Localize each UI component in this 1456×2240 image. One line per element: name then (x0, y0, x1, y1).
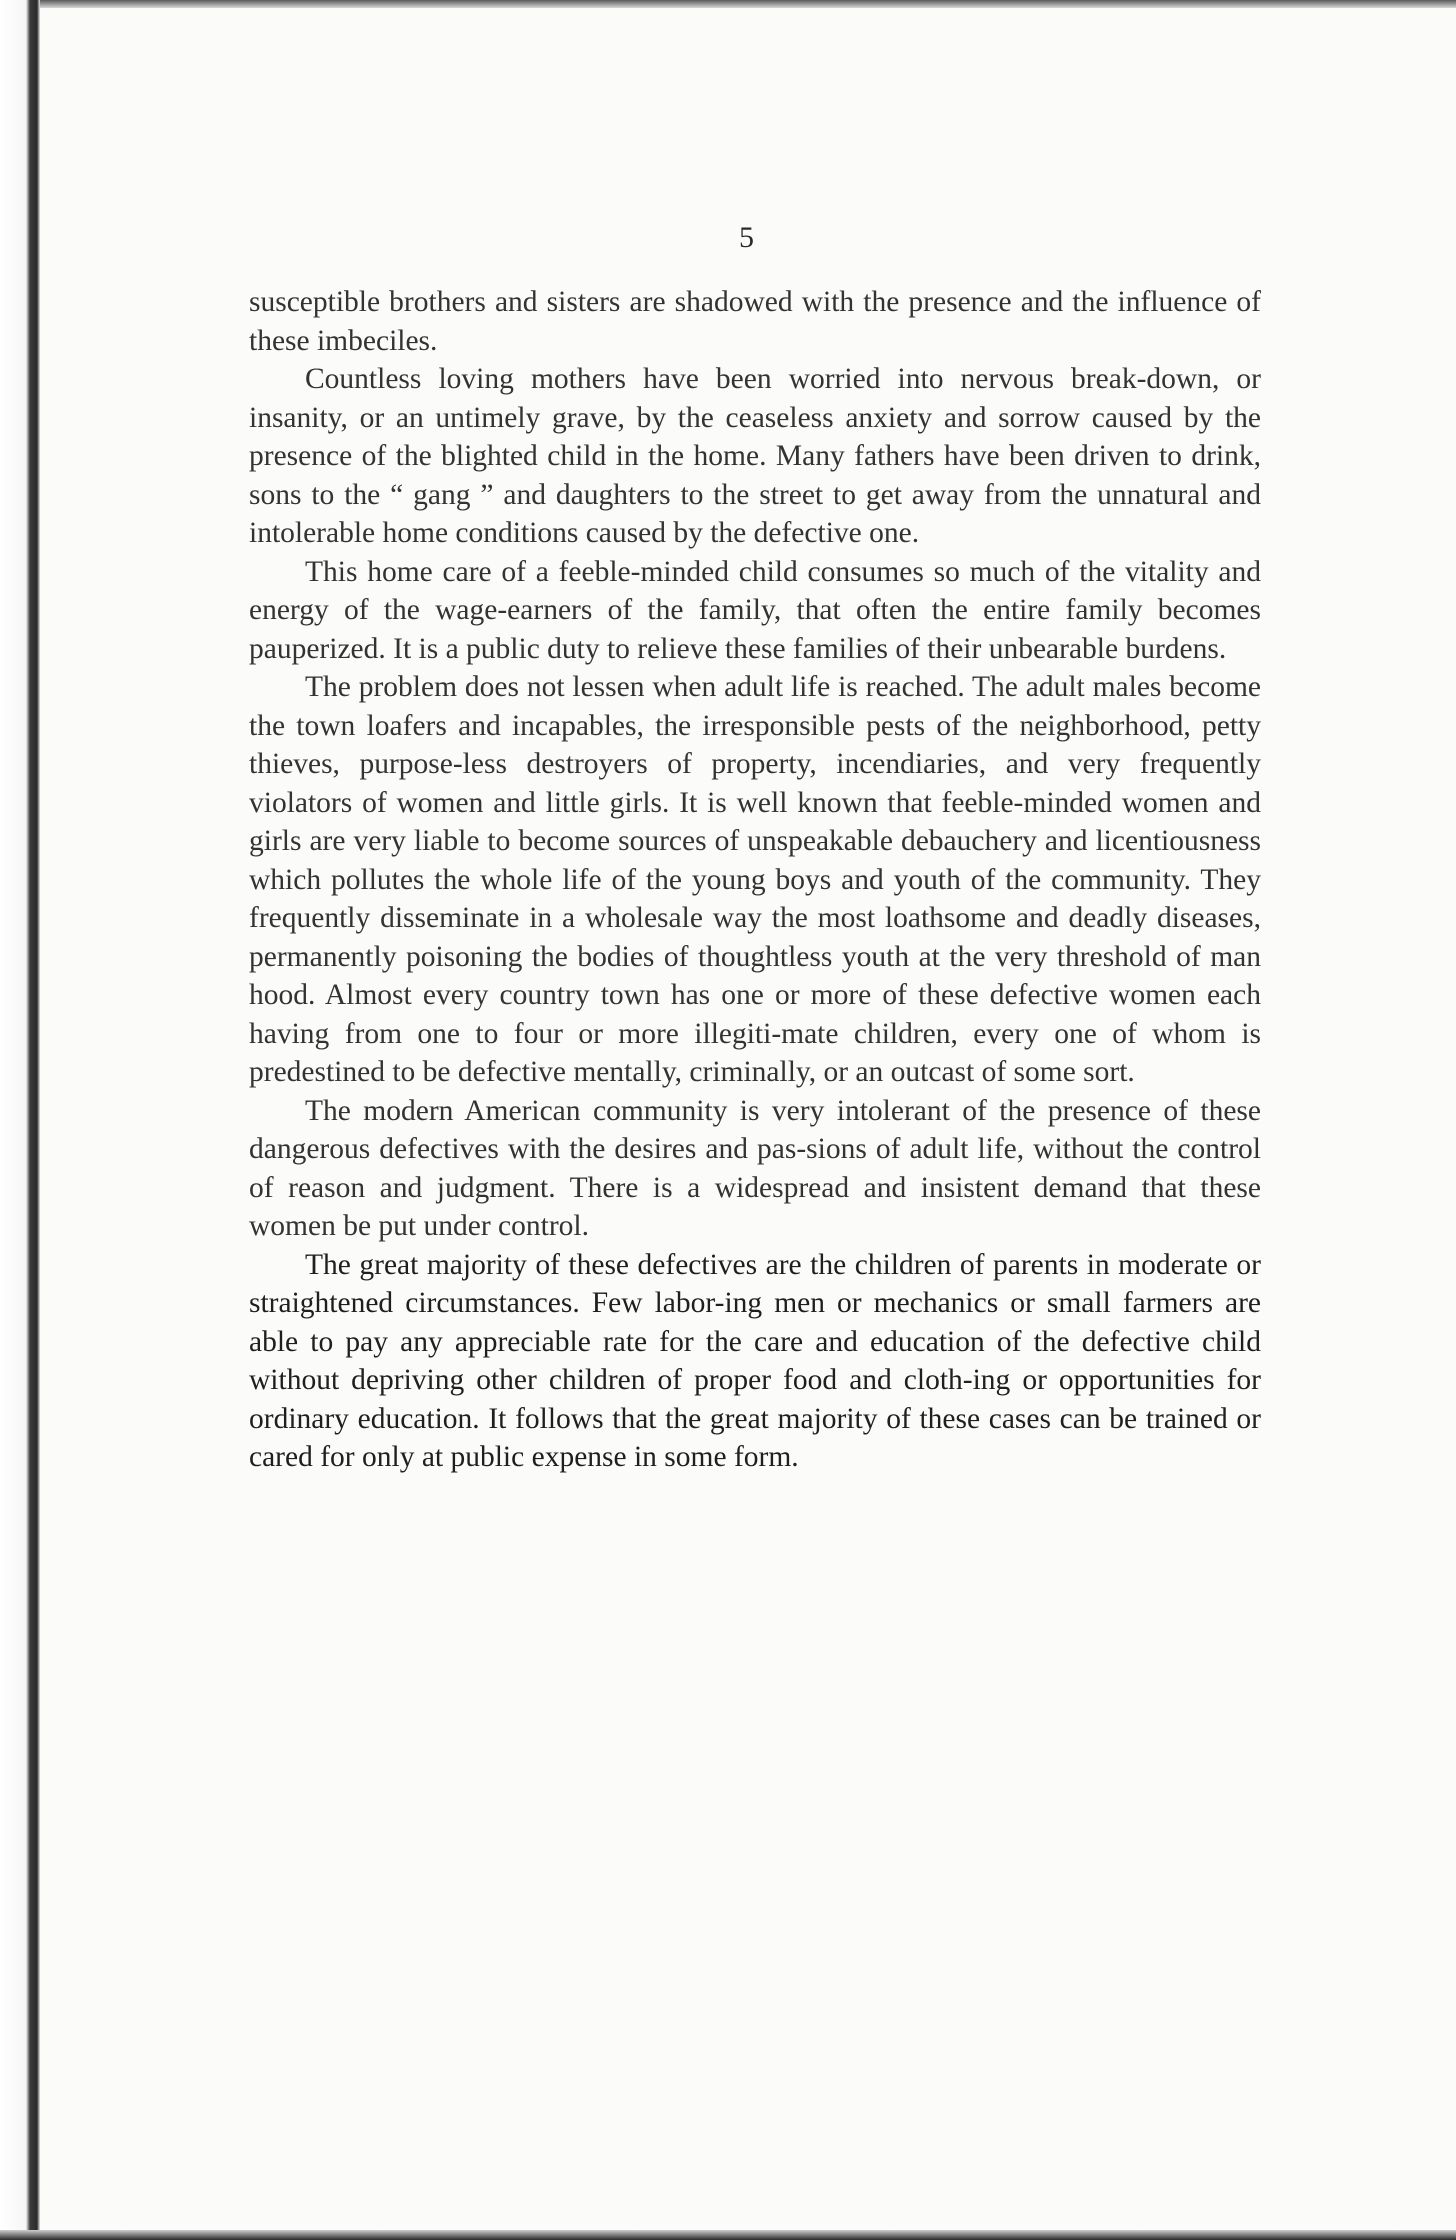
paragraph-home-care: This home care of a feeble-minded child consumes so much of the vitality and energy of the wage-earners of the family, that often the entire family becomes pauperized. It is a public duty to relieve these families of their unbearable burdens. (249, 555, 1261, 665)
paragraph-adult-life: The problem does not lessen when adult life is reached. The adult males become the town loafers and incapables, the irresponsible pests of the neighborhood, petty thieves, purpose-less destroyers of property, incendiaries, and very frequently violators of women and little girls. It is well known that feeble-minded women and girls are very liable to become sources of unspeakable debauchery and licentiousness which pollutes the whole life of the young boys and youth of the community. They frequently disseminate in a wholesale way the most loathsome and deadly diseases, permanently poisoning the bodies of thoughtless youth at the very threshold of man hood. Almost every country town has one or more of these defective women each having from one to four or more illegiti-mate children, every one of whom is predestined to be defective mentally, criminally, or an outcast of some sort. (249, 671, 1261, 1088)
scan-top-edge (0, 0, 1456, 8)
scan-bottom-edge (0, 2230, 1456, 2240)
scan-binding-edge (0, 0, 40, 2240)
paragraph-public-expense: The great majority of these defectives are the children of parents in moderate or straightened circumstances. Few labor-ing men or mechanics or small farmers are able to pay any appreciable rate for the care and education of the defective child without depriving other children of proper food and cloth-ing or opportunities for ordinary education. It follows that the great majority of these cases can be trained or cared for only at public expense in some form. (249, 1248, 1261, 1473)
paragraph-community: The modern American community is very intolerant of the presence of these dangerous defectives with the desires and pas-sions of adult life, without the control of reason and judgment. There is a widespread and insistent demand that these women be put under control. (249, 1094, 1261, 1242)
paragraph-continued: susceptible brothers and sisters are shadowed with the presence and the influence of these imbeciles. (249, 286, 1261, 357)
paragraph-mothers: Countless loving mothers have been worried into nervous break-down, or insanity, or an untimely grave, by the ceaseless anxiety and sorrow caused by the presence of the blighted child in the home. Many fathers have been driven to drink, sons to the “ gang ” and daughters to the street to get away from the unnatural and intolerable home conditions caused by the defective one. (249, 363, 1261, 549)
body-text (249, 283, 1261, 1477)
document-page (40, 8, 1456, 2230)
page-number: 5 (739, 221, 754, 254)
